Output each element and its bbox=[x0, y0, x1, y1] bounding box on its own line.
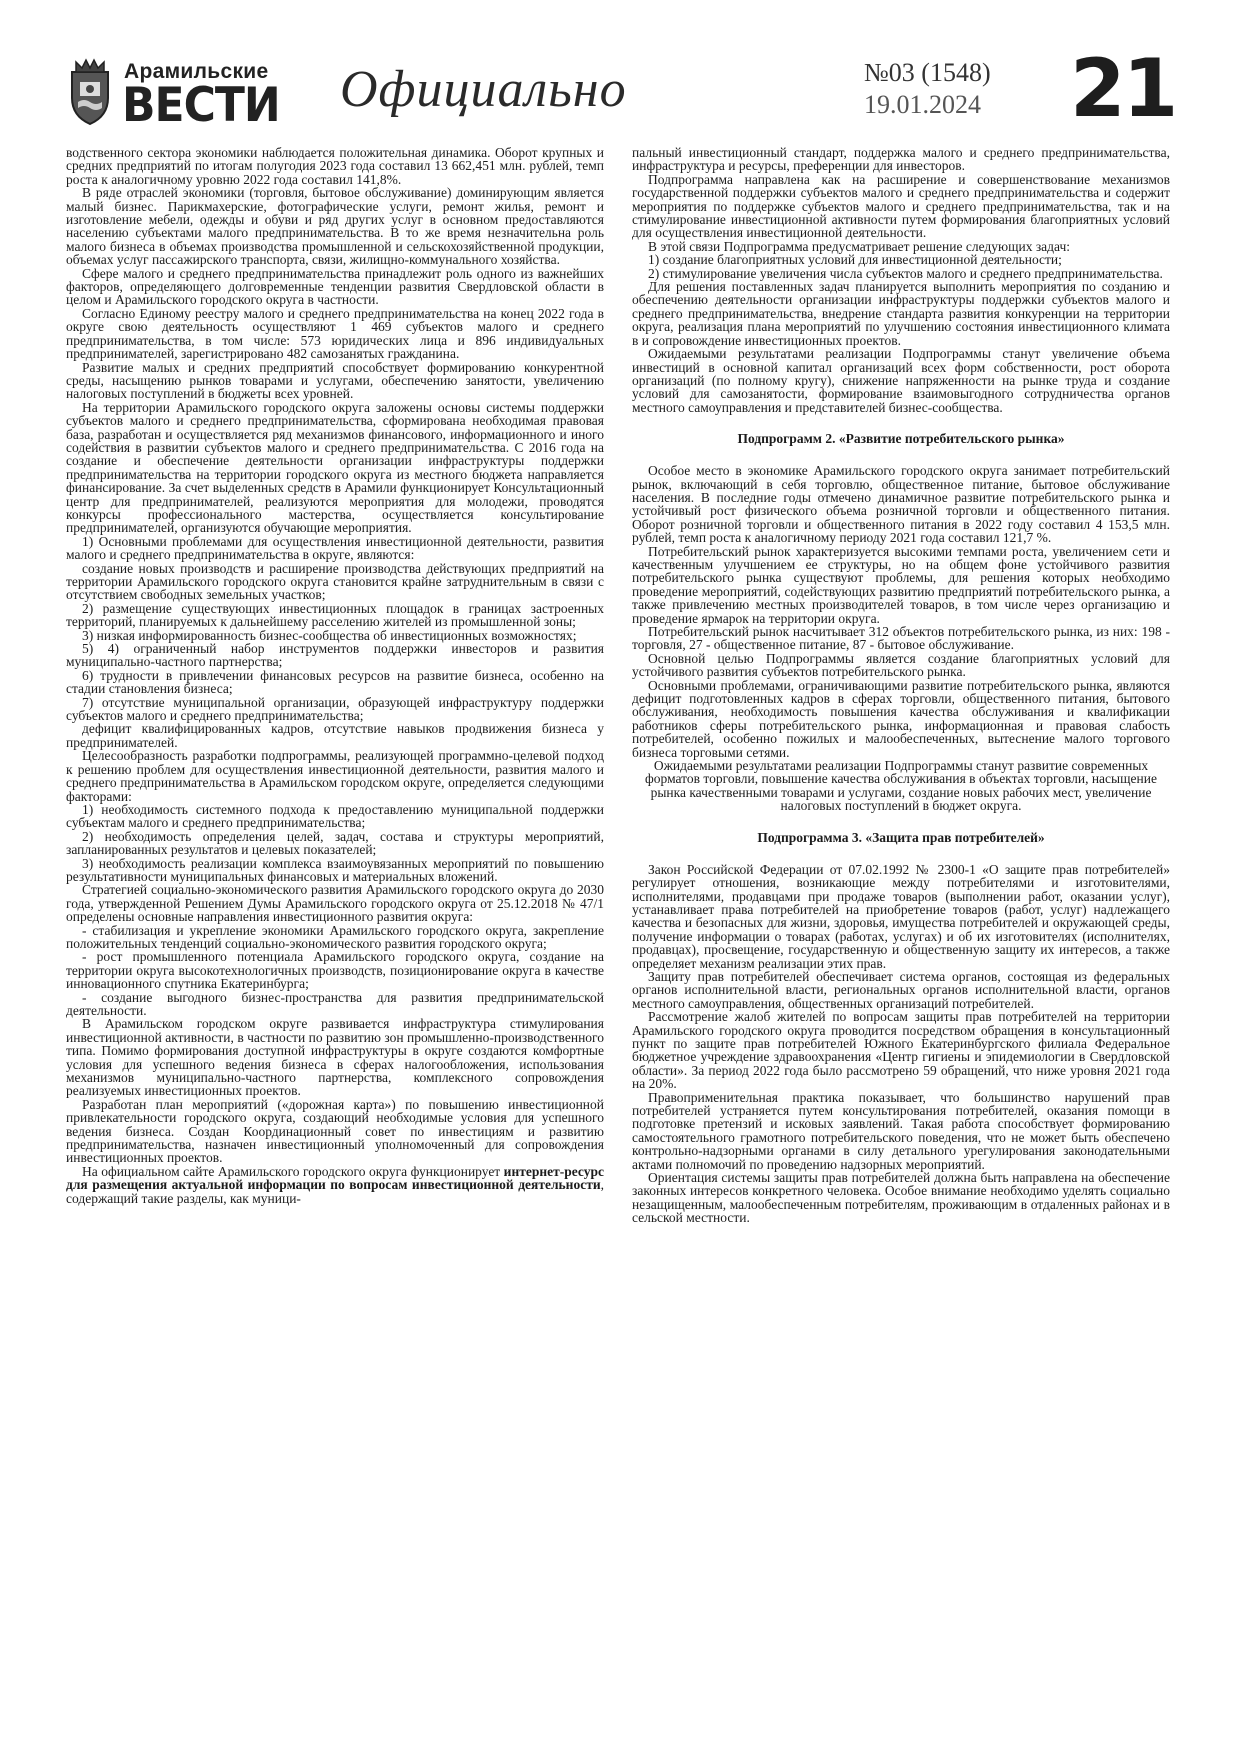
paragraph: 3) низкая информированность бизнес-сообщества об инвестиционных возможностях; bbox=[82, 627, 577, 643]
subprogram-2-heading: Подпрограмм 2. «Развитие потребительского рынка» bbox=[737, 431, 1065, 447]
paragraph: В Арамильском городском округе развивается инфраструктура стимулирования инвестиционной активности, в частности по развитию зон промышленно-производственного типа. Помимо формирования доступной инфраструктуры в округе создаются комфортные условия для успешного ведения бизнеса в сферах налогообложения, использования механизмов муниципально-частного партнерства, комплексного сопровождения реализуемых инвестиционных проектов. bbox=[66, 1016, 604, 1099]
page-number: 21 bbox=[1070, 42, 1176, 135]
brand-top-text: Арамильские bbox=[124, 60, 269, 83]
paragraph: 2) размещение существующих инвестиционных площадок в границах застроенных территорий, планируемых к дальнейшему расселению жителей из промышленной зоны; bbox=[66, 600, 604, 630]
paragraph: 1) Основными проблемами для осуществления инвестиционной деятельности, развития малого и среднего предпринимательства в округе, являются: bbox=[66, 533, 604, 563]
paragraph: В этой связи Подпрограмма предусматривает решение следующих задач: bbox=[648, 238, 1071, 254]
coat-of-arms-icon bbox=[64, 58, 116, 126]
paragraph: Особое место в экономике Арамильского городского округа занимает потребительский рынок, включающий в себя торговлю, общественное питание, бытовое обслуживание населения. В последние годы отмечено динамичное развитие потребительского рынка и устойчивый рост физического объема розничной торговли и общественного питания. Оборот розничной торговли и общественного питания в 2022 году составил 4 153,5 млн. рублей, темп роста к аналогичному периоду 2021 года составил 121,7 %. bbox=[632, 463, 1170, 546]
paragraph: Разработан план мероприятий («дорожная карта») по повышению инвестиционной привлекательности городского округа, создающий необходимые условия для успешного ведения бизнеса. Создан Координационный совет по инвестициям и развитию предпринимательства, назначен инвестиционный уполномоченный для сопровождения инвестиционных проектов. bbox=[66, 1096, 604, 1166]
paragraph: На территории Арамильского городского округа заложены основы системы поддержки субъектов малого и среднего предпринимательства, сформирована необходимая правовая база, разработан и осуществляется ряд механизмов финансового, информационного и иного содействия в развитии субъектов малого и среднего предпринимательства. С 2016 года на создание и обеспечение деятельности организации инфраструктуры поддержки предпринимательства на территории городского округа из местного бюджета направляется финансирование. За счет выделенных средств в Арамили функционирует Консультационный центр для предпринимателей, реализуются мероприятия для молодежи, проводятся конкурсы профессионального мастерства, осуществляется консультирование предпринимателей, организуются обучающие мероприятия. bbox=[66, 399, 604, 536]
paragraph: Потребительский рынок насчитывает 312 объектов потребительского рынка, из них: 198 - торговля, 27 - общественное питание, 87 - бытовое обслуживание. bbox=[632, 624, 1170, 653]
paragraph: Закон Российской Федерации от 07.02.1992 № 2300-1 «О защите прав потребителей» регулирует отношения, возникающие между потребителями и изготовителями, исполнителями, продавцами при продаже товаров (выполнении работ, оказании услуг), устанавливает права потребителей на приобретение товаров (работ, услуг) надлежащего качества и безопасных для жизни, здоровья, имущества потребителей и окружающей среды, получение информации о товарах (работах, услугах) и об их изготовителях (исполнителях, продавцах), просвещение, государственную и общественную защиту их интересов, а также определяет механизм реализации этих прав. bbox=[632, 861, 1170, 971]
newspaper-logo bbox=[58, 58, 288, 132]
paragraph: Стратегией социально-экономического развития Арамильского городского округа до 2030 года, утвержденной Решением Думы Арамильского городского округа от 25.12.2018 № 47/1 определены основные направления инвестиционного развития округа: bbox=[66, 882, 604, 925]
issue-date: 19.01.2024 bbox=[864, 90, 981, 119]
paragraph: Развитие малых и средних предприятий способствует формированию конкурентной среды, насыщению рынков товарами и услугами, обеспечению занятости, увеличению налоговых поступлений в бюджеты всех уровней. bbox=[66, 359, 604, 402]
paragraph: 1) необходимость системного подхода к предоставлению муниципальной поддержки субъектам малого и среднего предпринимательства; bbox=[66, 801, 604, 831]
paragraph bbox=[66, 1165, 604, 1205]
paragraph: создание новых производств и расширение производства действующих предприятий на территории Арамильского городского округа становится крайне затруднительным в связи с отсутствием свободных земельных участков; bbox=[66, 560, 604, 603]
issue-number: №03 (1548) bbox=[864, 58, 991, 87]
left-column bbox=[66, 146, 604, 1746]
paragraph: 6) трудности в привлечении финансовых ресурсов на развитие бизнеса, особенно на стадии становления бизнеса; bbox=[66, 667, 604, 697]
paragraph: Основной целью Подпрограммы является создание благоприятных условий для устойчивого развития субъектов потребительского рынка. bbox=[632, 650, 1170, 680]
bold-phrase: интернет-ресурс для размещения актуальной информации по вопросам инвестиционной деятельности bbox=[66, 1163, 604, 1193]
right-column bbox=[632, 146, 1170, 1746]
paragraph: Ориентация системы защиты прав потребителей должна быть направлена на обеспечение законных интересов конкретного человека. Особое внимание необходимо уделять социально незащищенным, малообеспеченным потребителям, проживающим в отдаленных районах и в сельской местности. bbox=[632, 1170, 1170, 1226]
paragraph: пальный инвестиционный стандарт, поддержка малого и среднего предпринимательства, инфраструктура и ресурсы, преференции для инвесторов. bbox=[632, 146, 1170, 174]
paragraph-text: , содержащий такие разделы, как муници- bbox=[66, 1177, 604, 1206]
paragraph: Для решения поставленных задач планируется выполнить мероприятия по созданию и обеспечению деятельности организации инфраструктуры поддержки субъектов малого и среднего предпринимательства, внедрение стандарта развития конкуренции на территории округа, реализация плана мероприятий по улучшению состояния инвестиционного климата в и сопровождение инвестиционных проектов. bbox=[632, 279, 1170, 348]
paragraph: 3) необходимость реализации комплекса взаимоувязанных мероприятий по повышению результативности муниципальных финансовых и материальных вложений. bbox=[66, 855, 604, 884]
paragraph: 5) 4) ограниченный набор инструментов поддержки инвесторов и развития муниципально-частного партнерства; bbox=[66, 641, 604, 670]
masthead bbox=[58, 42, 1176, 135]
paragraph: - стабилизация и укрепление экономики Арамильского городского округа, закрепление положительных тенденций социально-экономического развития городского округа; bbox=[66, 922, 604, 951]
paragraph: Целесообразность разработки подпрограммы, реализующей программно-целевой подход к решению проблем для осуществления инвестиционной деятельности, развития малого и среднего предпринимательства в Арамильском городском округе, определяется следующими факторами: bbox=[66, 748, 604, 804]
paragraph: Основными проблемами, ограничивающими развитие потребительского рынка, являются дефицит подготовленных кадров в сферах торговли, общественного питания, бытового обслуживания, необходимость повышения качества обслуживания и квалификации работников сферы потребительского рынка, информационная и правовая слабость потребителей, особенно пожилых и малообеспеченных, вытеснение малого торгового бизнеса торговыми сетями. bbox=[632, 677, 1170, 760]
paragraph: Сфере малого и среднего предпринимательства принадлежит роль одного из важнейших факторов, определяющего долговременные тенденции развития Свердловской области в целом и Арамильского городского округа в частности. bbox=[66, 265, 604, 308]
paragraph: В ряде отраслей экономики (торговля, бытовое обслуживание) доминирующим является малый бизнес. Парикмахерские, фотографические услуги, ремонт жилья, ремонт и изготовление мебели, одежды и обуви и ряд других услуг в основном предоставляются населению субъектами малого предпринимательства. В то же время незначительна роль малого бизнеса в объемах производства промышленной и сельскохозяйственной продукции, объемах услуг пассажирского транспорта, связи, жилищно-коммунального хозяйства. bbox=[66, 185, 604, 268]
paragraph: - рост промышленного потенциала Арамильского городского округа, создание на территории округа высокотехнологичных производств, позиционирование округа в качестве инновационного спутника Екатеринбурга; bbox=[66, 949, 604, 992]
paragraph: дефицит квалифицированных кадров, отсутствие навыков продвижения бизнеса у предпринимателей. bbox=[66, 721, 604, 750]
paragraph: - создание выгодного бизнес-пространства для развития предпринимательской деятельности. bbox=[66, 989, 604, 1018]
paragraph: Рассмотрение жалоб жителей по вопросам защиты прав потребителей на территории Арамильского городского округа проводится посредством обращения в консультационный пункт по защите прав потребителей Южного Екатеринбургского филиала Федеральное бюджетное учреждение здравоохранения «Центр гигиены и эпидемиологии в Свердловской области». За период 2022 года было рассмотрено 59 обращений, что ниже уровня 2021 года на 20%. bbox=[632, 1009, 1170, 1092]
paragraph: Согласно Единому реестру малого и среднего предпринимательства на конец 2022 года в округе свою деятельность осуществляют 1 469 субъектов малого и среднего предпринимательства, в том числе: 573 юридических лица и 896 индивидуальных предпринимателей, зарегистрировано 482 самозанятых гражданина. bbox=[66, 305, 604, 362]
paragraph: Защиту прав потребителей обеспечивает система органов, состоящая из федеральных органов исполнительной власти, региональных органов исполнительной власти, органов местного самоуправления, общественных организаций потребителей. bbox=[632, 968, 1170, 1011]
paragraph: 2) стимулирование увеличения числа субъектов малого и среднего предпринимательства. bbox=[648, 265, 1163, 281]
paragraph: Правоприменительная практика показывает, что большинство нарушений прав потребителей устраняется путем консультирования потребителей, оказания помощи в подготовке претензий и исковых заявлений. Такая работа способствует формированию самостоятельного грамотного потребительского поведения, что не может быть обеспечено контрольно-надзорными органами в силу детального урегулирования законодательными актами полномочий по проведению надзорных мероприятий. bbox=[632, 1089, 1170, 1172]
paragraph: Ожидаемыми результатами реализации Подпрограммы станут развитие современных форматов торговли, повышение качества обслуживания в объектах торговли, насыщение рынка качественными товарами и услугами, создание новых рабочих мест, увеличение налоговых поступлений в бюджет округа. bbox=[645, 758, 1157, 814]
paragraph: водственного сектора экономики наблюдается положительная динамика. Оборот крупных и средних предприятий по итогам полугодия 2023 года составил 13 662,451 млн. рублей, темп роста к аналогичному уровню 2022 года составил 141,8%. bbox=[66, 146, 604, 187]
paragraph: Подпрограмма направлена как на расширение и совершенствование механизмов государственной поддержки субъектов малого и среднего предпринимательства и содержит мероприятия по поддержке субъектов малого и среднего предпринимательства, так и на стимулирование инвестиционной активности путем формирования благоприятных условий для осуществления инвестиционной деятельности. bbox=[632, 171, 1170, 241]
brand-main-text: ВЕСТИ bbox=[122, 78, 280, 134]
paragraph: 1) создание благоприятных условий для инвестиционной деятельности; bbox=[648, 252, 1062, 268]
paragraph: 7) отсутствие муниципальной организации, образующей инфраструктуру поддержки субъектов малого и среднего предпринимательства; bbox=[66, 694, 604, 724]
subprogram-3-heading: Подпрограмма 3. «Защита прав потребителей» bbox=[757, 829, 1045, 845]
paragraph: Потребительский рынок характеризуется высокими темпами роста, увеличением сети и качественным улучшением ее структуры, но на общем фоне устойчивого развития потребительского рынка существуют проблемы, для решения которых необходимо проведение мероприятий, содействующих развитию предприятий потребительского рынка, а также привлечению местных производителей товаров, в том числе через организацию и проведение ярмарок на территории округа. bbox=[632, 543, 1170, 626]
paragraph: Ожидаемыми результатами реализации Подпрограммы станут увеличение объема инвестиций в основной капитал организаций всех форм собственности, рост оборота организаций (по полному кругу), снижение напряженности на рынке труда и создание условий для самозанятости, формирование взаимовыгодного сотрудничества органов местного самоуправления и представителей бизнес-сообщества. bbox=[632, 346, 1170, 415]
paragraph-text: На официальном сайте Арамильского городского округа функционирует bbox=[82, 1163, 504, 1179]
section-title: Официально bbox=[340, 61, 627, 118]
paragraph: 2) необходимость определения целей, задач, состава и структуры мероприятий, запланированных результатов и целевых показателей; bbox=[66, 828, 604, 858]
